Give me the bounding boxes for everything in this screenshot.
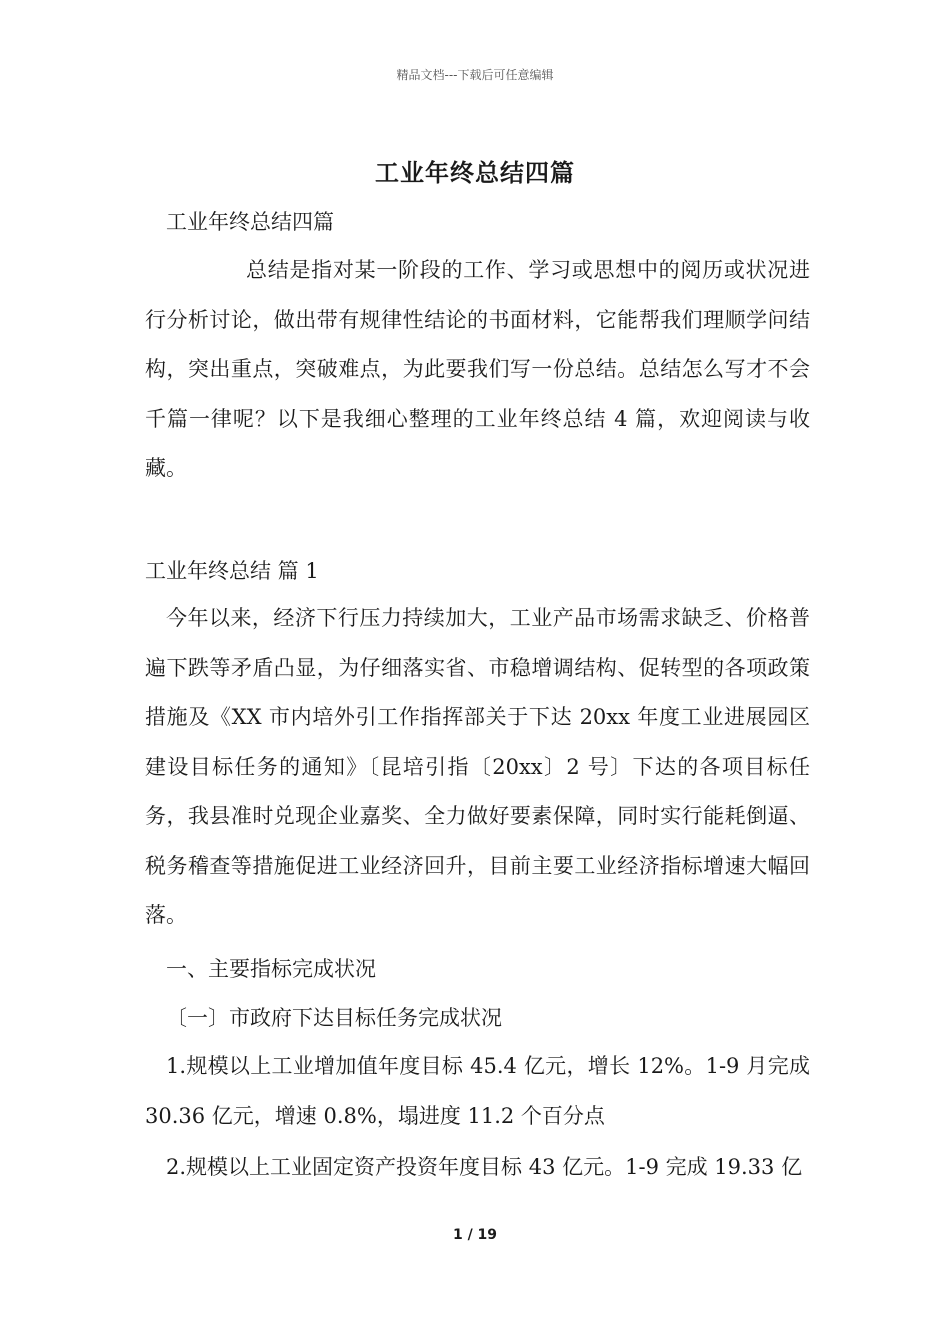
intro-paragraph: 总结是指对某一阶段的工作、学习或思想中的阅历或状况进行分析讨论，做出带有规律性结论的书面材料，它能帮我们理顺学问结构，突出重点，突破难点，为此要我们写一份总结。总结怎么写才不会千篇一律呢？以下是我细心整理的工业年终总结 4 篇，欢迎阅读与收藏。 [145,258,810,480]
body-paragraph: 今年以来，经济下行压力持续加大，工业产品市场需求缺乏、价格普遍下跌等矛盾凸显，为仔细落实省、市稳增调结构、促转型的各项政策措施及《XX 市内培外引工作指挥部关于下达 20xx 年度工业进展园区建设目标任务的通知》〔昆培引指〔20xx〕2 号〕下达的各项目标任务，我县准时兑现企业嘉奖、全力做好要素保障，同时实行能耗倒逼、税务稽查等措施促进工业经济回升，目前主要工业经济指标增速大幅回落。 [145,606,810,927]
heading-level-2: 〔一〕市政府下达目标任务完成状况 [166,1006,502,1030]
section-heading: 工业年终总结 篇 1 [145,559,319,583]
page-header-note: 精品文档---下载后可任意编辑 [396,68,554,82]
heading-level-1: 一、主要指标完成状况 [166,957,376,981]
page-number: 1 / 19 [452,1227,498,1243]
document-title: 工业年终总结四篇 [375,158,575,187]
list-item-2: 2.规模以上工业固定资产投资年度目标 43 亿元。1-9 完成 19.33 亿 [166,1155,803,1179]
subtitle: 工业年终总结四篇 [166,210,334,234]
list-item-1: 1.规模以上工业增加值年度目标 45.4 亿元，增长 12%。1-9 月完成 30.36 亿元，增速 0.8%，塌进度 11.2 个百分点 [145,1054,810,1128]
